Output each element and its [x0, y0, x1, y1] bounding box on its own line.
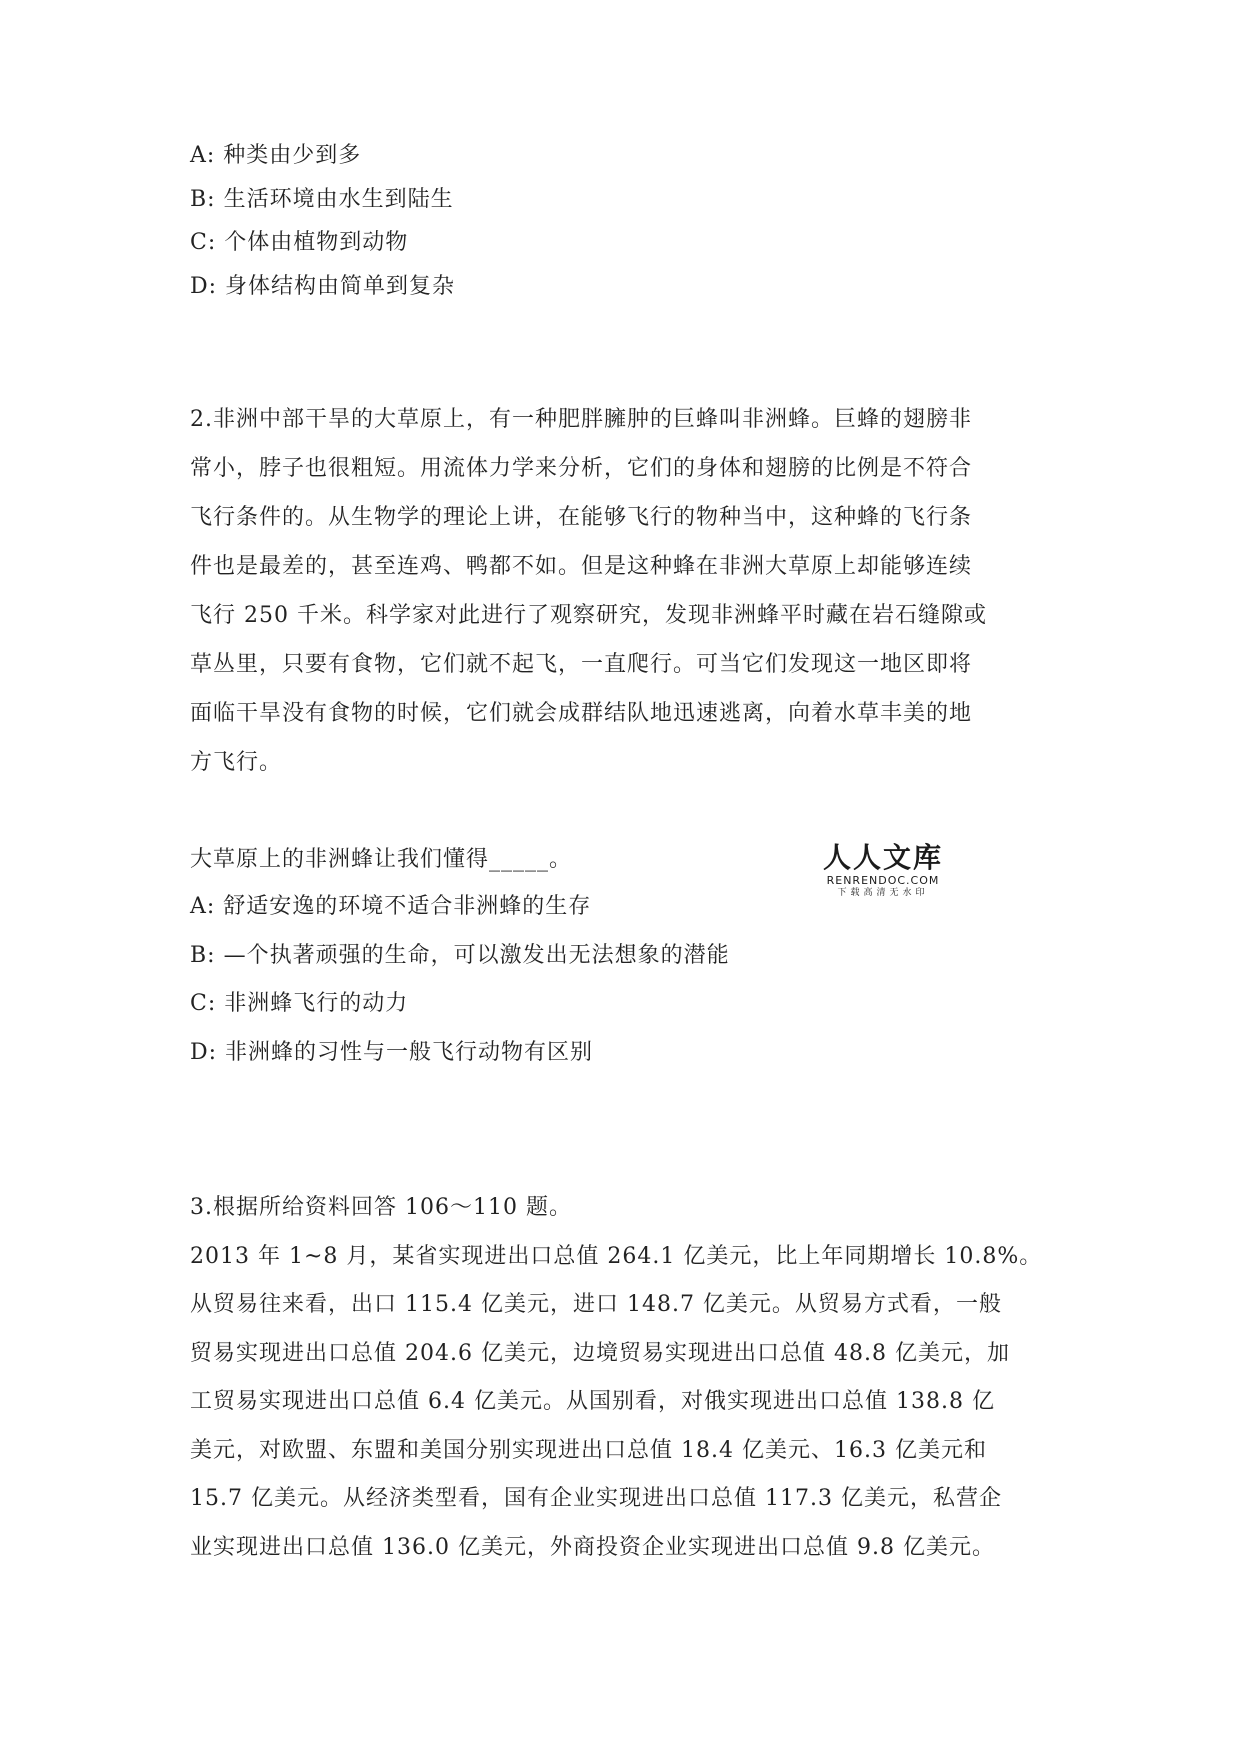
q3-line: 15.7 亿美元。从经济类型看，国有企业实现进出口总值 117.3 亿美元，私营企 — [190, 1486, 1002, 1511]
q3-line: 工贸易实现进出口总值 6.4 亿美元。从国别看，对俄实现进出口总值 138.8 亿 — [190, 1389, 995, 1414]
q2-option-a: A: 舒适安逸的环境不适合非洲蜂的生存 — [190, 894, 592, 919]
watermark-url: RENRENDOC.COM — [826, 874, 940, 887]
q3-line: 从贸易往来看，出口 115.4 亿美元，进口 148.7 亿美元。从贸易方式看，一般 — [190, 1292, 1002, 1317]
q2-option-b: B: —个执著顽强的生命，可以激发出无法想象的潜能 — [190, 943, 730, 968]
q1-option-a: A: 种类由少到多 — [190, 143, 362, 168]
q3-line: 贸易实现进出口总值 204.6 亿美元，边境贸易实现进出口总值 48.8 亿美元，加 — [190, 1340, 1010, 1366]
watermark-subtitle: 下载高清无水印 — [837, 888, 929, 898]
q3-line: 美元，对欧盟、东盟和美国分别实现进出口总值 18.4 亿美元、16.3 亿美元和 — [190, 1437, 987, 1463]
q2-passage — [190, 395, 1060, 787]
q2-option-d: D: 非洲蜂的习性与一般飞行动物有区别 — [190, 1040, 594, 1065]
q1-option-c: C: 个体由植物到动物 — [190, 230, 409, 255]
q2-option-c: C: 非洲蜂飞行的动力 — [190, 991, 409, 1016]
q2-line: 草丛里，只要有食物，它们就不起飞，一直爬行。可当它们发现这一地区即将 — [190, 652, 973, 677]
q3-line: 3.根据所给资料回答 106～110 题。 — [190, 1195, 572, 1220]
q3-line: 2013 年 1~8 月，某省实现进出口总值 264.1 亿美元，比上年同期增长 10.8%。 — [190, 1243, 1043, 1269]
q2-line: 飞行条件的。从生物学的理论上讲，在能够飞行的物种当中，这种蜂的飞行条 — [190, 505, 973, 530]
q3-passage — [190, 1184, 1060, 1572]
q1-option-b: B: 生活环境由水生到陆生 — [190, 187, 454, 212]
q2-line: 件也是最差的，甚至连鸡、鸭都不如。但是这种蜂在非洲大草原上却能够连续 — [190, 554, 973, 579]
watermark-title: 人人文库 — [822, 841, 943, 874]
q2-line: 飞行 250 千米。科学家对此进行了观察研究，发现非洲蜂平时藏在岩石缝隙或 — [190, 603, 987, 628]
q2-line: 2.非洲中部干旱的大草原上，有一种肥胖臃肿的巨蜂叫非洲蜂。巨蜂的翅膀非 — [190, 407, 972, 432]
watermark-logo — [808, 842, 958, 899]
q2-prompt: 大草原上的非洲蜂让我们懂得_____。 — [190, 847, 573, 872]
q2-line: 常小，脖子也很粗短。用流体力学来分析，它们的身体和翅膀的比例是不符合 — [190, 456, 973, 481]
q3-line: 业实现进出口总值 136.0 亿美元，外商投资企业实现进出口总值 9.8 亿美元。 — [190, 1534, 995, 1560]
q1-option-d: D: 身体结构由简单到复杂 — [190, 274, 456, 299]
q2-line: 方飞行。 — [190, 750, 283, 775]
q2-line: 面临干旱没有食物的时候，它们就会成群结队地迅速逃离，向着水草丰美的地 — [190, 701, 973, 726]
